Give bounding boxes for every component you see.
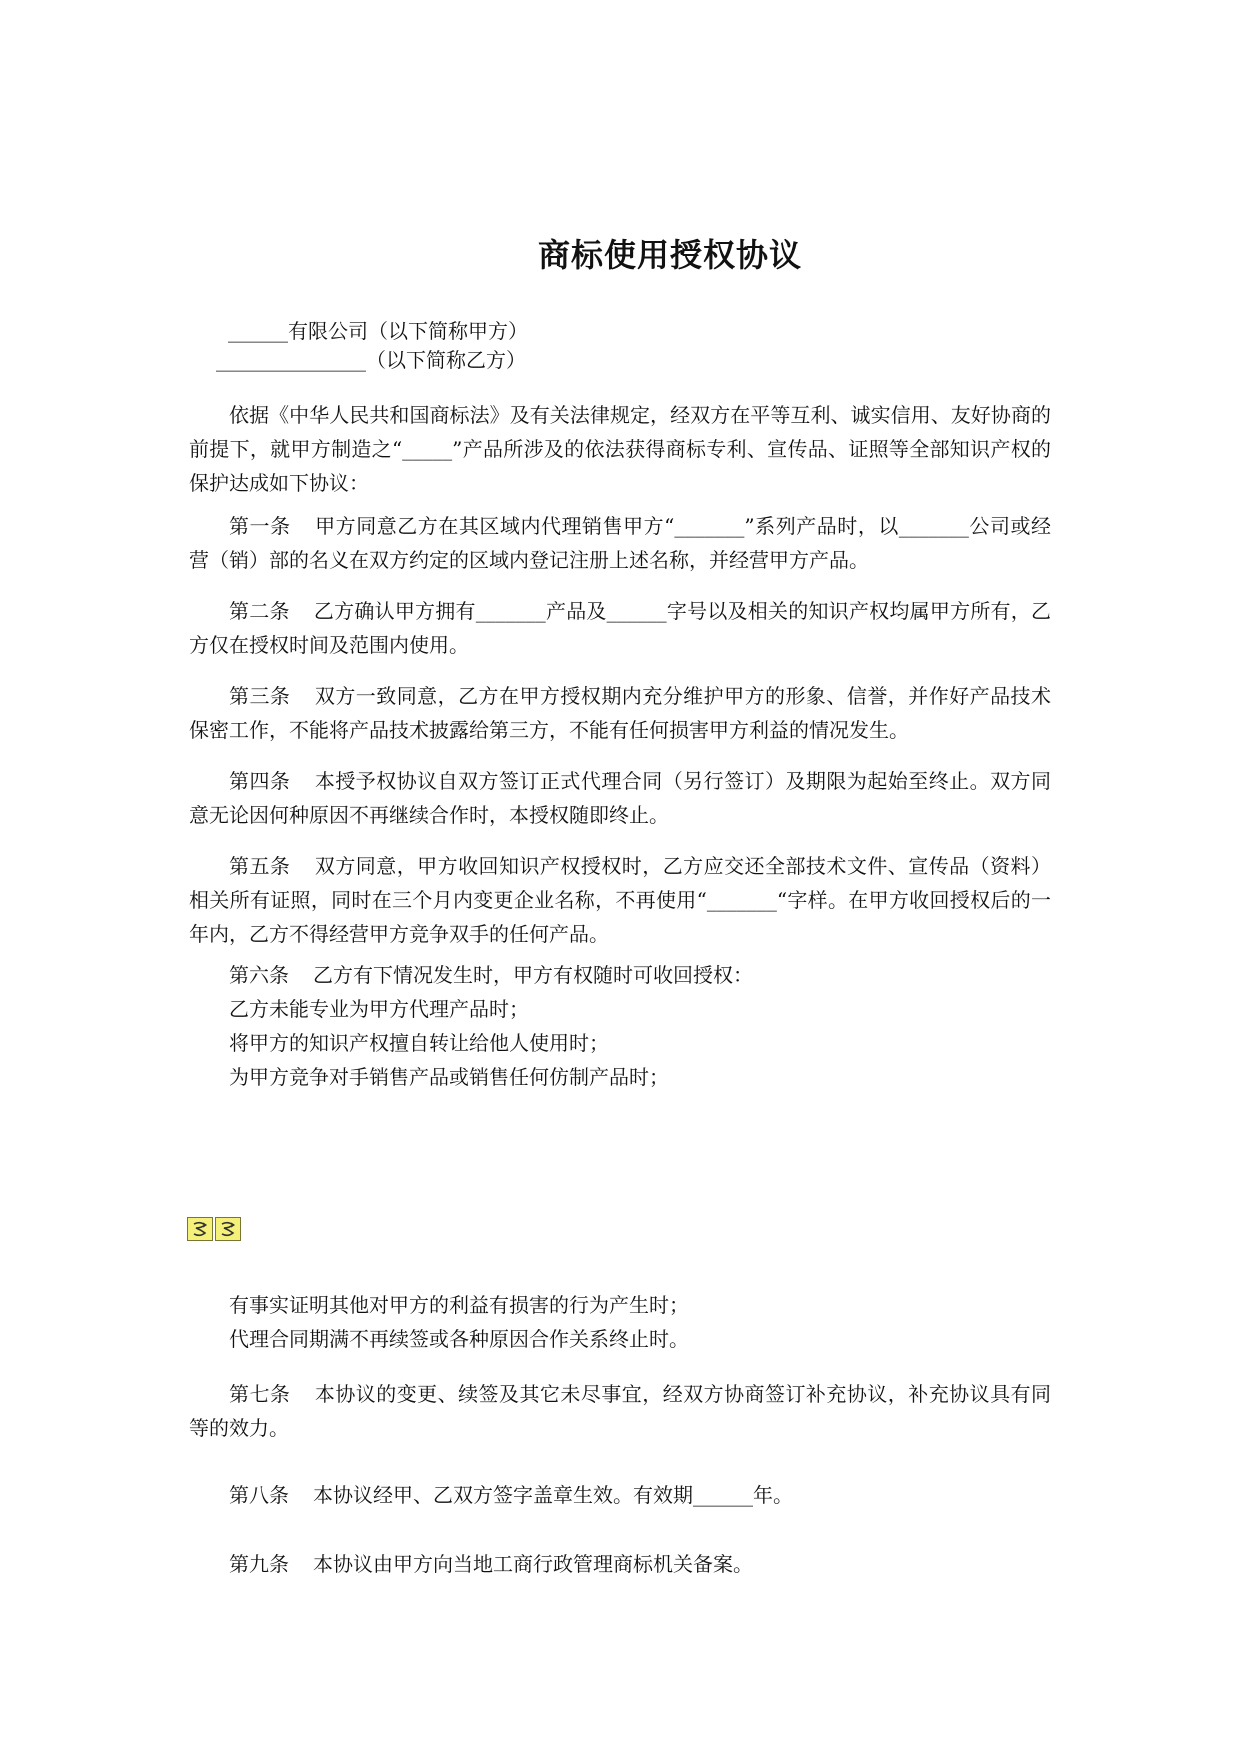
article-6-item: 代理合同期满不再续签或各种原因合作关系终止时。 [229,1327,689,1351]
article-label: 第二条 [229,599,290,623]
article-text: 本协议的变更、续签及其它未尽事宜，经双方协商签订补充协议，补充协议具有同等的效力。 [189,1382,1052,1440]
party-a-line: ______有限公司（以下简称甲方） [228,319,528,343]
article-label: 第四条 [229,769,291,793]
article-9 [189,1547,1051,1581]
article-2 [189,594,1051,662]
preamble-paragraph: 依据《中华人民共和国商标法》及有关法律规定，经双方在平等互利、诚实信用、友好协商的前提下，就甲方制造之“_____”产品所涉及的依法获得商标专利、宣传品、证照等全部知识产权的保护达成如下协议： [189,403,1051,495]
article-text: 乙方确认甲方拥有_______产品及______字号以及相关的知识产权均属甲方所有，乙方仅在授权时间及范围内使用。 [189,599,1052,657]
document-title: 商标使用授权协议 [537,236,802,274]
article-5 [189,849,1051,951]
article-label: 第六条 [229,963,289,987]
article-text: 双方同意，甲方收回知识产权授权时，乙方应交还全部技术文件、宣传品（资料）相关所有证照，同时在三个月内变更企业名称，不再使用“_______“字样。在甲方收回授权后的一年内，乙方不得经营甲方竞争双手的任何产品。 [189,854,1052,946]
article-label: 第七条 [229,1382,291,1406]
article-4 [189,764,1051,832]
embedded-object-icons [187,1217,241,1243]
article-3 [189,679,1051,747]
broken-image-icon [187,1217,213,1241]
article-8 [189,1478,1051,1512]
article-6-item: 为甲方竞争对手销售产品或销售任何仿制产品时； [229,1065,669,1089]
article-1 [189,509,1051,577]
party-b-line: _______________（以下简称乙方） [216,348,526,372]
article-label: 第九条 [229,1552,289,1576]
article-6-item: 将甲方的知识产权擅自转让给他人使用时； [229,1031,609,1055]
article-label: 第五条 [229,854,291,878]
article-text: 本协议由甲方向当地工商行政管理商标机关备案。 [313,1552,753,1576]
article-7 [189,1377,1051,1445]
article-text: 甲方同意乙方在其区域内代理销售甲方“_______”系列产品时，以_______公司或经营（销）部的名义在双方约定的区域内登记注册上述名称，并经营甲方产品。 [189,514,1052,572]
broken-image-icon [215,1217,241,1241]
article-6-item: 乙方未能专业为甲方代理产品时； [229,997,529,1021]
article-text: 本授予权协议自双方签订正式代理合同（另行签订）及期限为起始至终止。双方同意无论因何种原因不再继续合作时，本授权随即终止。 [189,769,1052,827]
article-label: 第一条 [229,514,291,538]
article-label: 第三条 [229,684,291,708]
article-6-item: 有事实证明其他对甲方的利益有损害的行为产生时； [229,1293,689,1317]
article-text: 乙方有下情况发生时，甲方有权随时可收回授权： [313,963,753,987]
article-6 [189,958,1051,992]
article-text: 双方一致同意，乙方在甲方授权期内充分维护甲方的形象、信誉，并作好产品技术保密工作，不能将产品技术披露给第三方，不能有任何损害甲方利益的情况发生。 [189,684,1052,742]
article-text: 本协议经甲、乙双方签字盖章生效。有效期______年。 [313,1483,793,1507]
article-label: 第八条 [229,1483,289,1507]
